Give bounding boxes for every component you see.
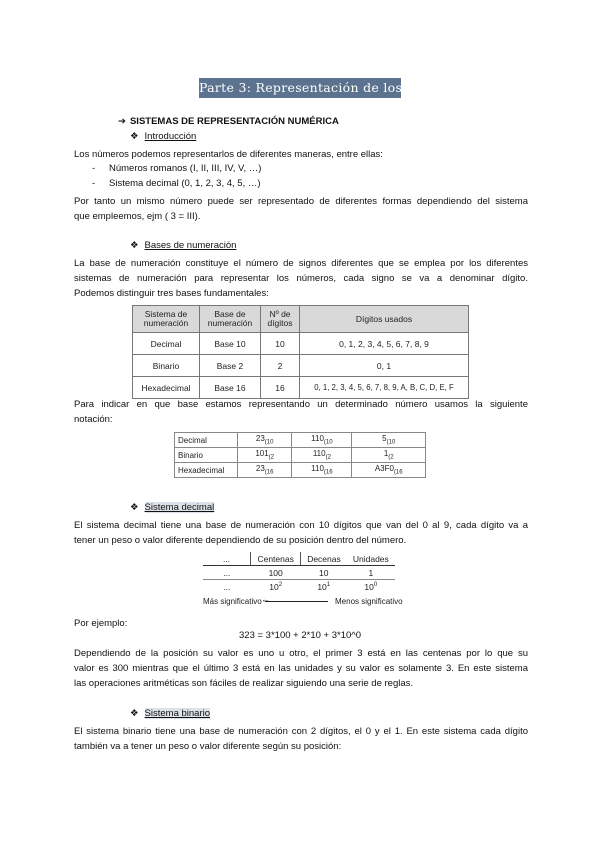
table-row <box>133 377 469 399</box>
binario-heading-label: Sistema binario <box>144 708 211 719</box>
table-cell <box>251 580 301 594</box>
text-line: Podemos distinguir tres bases fundamentales: <box>74 288 269 299</box>
value: A3F0 <box>374 464 394 474</box>
arrow-line <box>265 601 328 602</box>
text-line: que empleemos, ejm ( 3 = III). <box>74 211 201 222</box>
example-label: Por ejemplo: <box>74 618 128 629</box>
table-header-cell: Nº de dígitos <box>261 306 300 333</box>
table-cell: 2 <box>261 355 300 377</box>
table-header-row <box>133 306 469 333</box>
text-line: Dependiendo de la posición su valor es uno u otro, el primer 3 está en las centenas por lo que su <box>74 648 528 659</box>
decimal-paragraph-2 <box>74 646 528 691</box>
diamond-bullet-icon: ❖ <box>130 708 139 719</box>
list-item-text: Números romanos (I, II, III, IV, V, …) <box>109 163 262 174</box>
value: 110 <box>311 464 324 474</box>
table-cell: 0, 1 <box>300 355 469 377</box>
text-line: las operaciones aritméticas son fáciles de realizar siguiendo una serie de reglas. <box>74 678 414 689</box>
exponent: 2 <box>278 581 283 588</box>
exponent: 1 <box>326 581 331 588</box>
table-cell: Binario <box>133 355 200 377</box>
intro-heading-label: Introducción <box>144 131 197 142</box>
intro-paragraph-2 <box>74 194 528 224</box>
table-cell: 10 <box>261 333 300 355</box>
bases-paragraph-1 <box>74 256 528 301</box>
table-cell <box>301 580 347 594</box>
list-item-text: Sistema decimal (0, 1, 2, 3, 4, 5, …) <box>109 178 261 189</box>
value: ... <box>223 581 231 592</box>
value: 10 <box>269 581 279 592</box>
subscript: (16 <box>264 469 274 476</box>
table-cell <box>292 448 352 463</box>
table-cell <box>352 463 426 478</box>
value: 23 <box>255 434 265 444</box>
intro-paragraph-1: Los números podemos representarlos de diferentes maneras, entre ellas: <box>74 149 383 160</box>
list-dash: - <box>92 178 96 189</box>
table-cell: 10 <box>301 566 347 580</box>
text-line: Para indicar en que base estamos representando un determinado número usamos la siguiente <box>74 399 528 410</box>
section-label: SISTEMAS DE REPRESENTACIÓN NUMÉRICA <box>129 116 339 127</box>
table-cell: 100 <box>251 566 301 580</box>
subscript: (2 <box>268 454 275 461</box>
binario-heading <box>130 708 210 719</box>
text-line: El sistema binario tiene una base de numeración con 2 dígitos, el 0 y el 1. En este sistema cada dígito <box>74 726 528 737</box>
equation: 323 = 3*100 + 2*10 + 3*10^0 <box>239 630 361 641</box>
value: 10 <box>364 581 374 592</box>
table-cell <box>347 580 395 594</box>
table-row <box>175 463 426 478</box>
table-header-row <box>203 552 395 566</box>
subscript: (2 <box>388 454 394 461</box>
exponent: 0 <box>373 581 378 588</box>
bases-heading-label: Bases de numeración <box>144 240 237 251</box>
table-cell: Base 2 <box>200 355 261 377</box>
table-cell <box>352 433 426 448</box>
left-arrow-icon: ← <box>261 594 270 604</box>
value: 10 <box>317 581 327 592</box>
subscript: (10 <box>386 439 396 446</box>
bases-table <box>132 305 469 399</box>
value: 110 <box>312 449 326 459</box>
table-cell <box>292 433 352 448</box>
table-cell: Base 10 <box>200 333 261 355</box>
most-significant-label: Más significativo <box>203 597 262 606</box>
text-line: tener un peso o valor diferente dependiendo de su posición dentro del número. <box>74 535 407 546</box>
table-cell: 0, 1, 2, 3, 4, 5, 6, 7, 8, 9 <box>300 333 469 355</box>
text-line: sistemas de numeración para representar los números, cada signo se va a denominar dígito. <box>74 273 528 284</box>
table-header-cell: Sistema de numeración <box>133 306 200 333</box>
decimal-paragraph-1 <box>74 518 528 548</box>
table-row <box>203 580 395 594</box>
text-line: valor es 300 mientras que el último 3 está en las unidades y su valor es solamente 3. En este sistema <box>74 663 528 674</box>
table-row <box>133 333 469 355</box>
table-cell: ... <box>203 566 251 580</box>
table-cell: 16 <box>261 377 300 399</box>
list-item <box>92 178 261 189</box>
decimal-heading <box>130 502 214 513</box>
value: 23 <box>255 464 265 474</box>
table-cell <box>238 463 292 478</box>
table-cell: Base 16 <box>200 377 261 399</box>
value: 1 <box>383 449 389 459</box>
table-cell: Hexadecimal <box>175 463 238 478</box>
text-line: también va a tener un peso o valor diferente según su posición: <box>74 741 342 752</box>
table-header-cell: Dígitos usados <box>300 306 469 333</box>
table-row <box>133 355 469 377</box>
table-cell <box>292 463 352 478</box>
text-line: notación: <box>74 414 113 425</box>
value: 101 <box>255 449 269 459</box>
text-line: La base de numeración constituye el número de signos diferentes que se emplea por los diferentes <box>74 258 528 269</box>
diamond-bullet-icon: ❖ <box>130 240 139 251</box>
table-cell <box>238 433 292 448</box>
subscript: (10 <box>264 439 274 446</box>
subscript: (2 <box>325 454 331 461</box>
list-item <box>92 163 261 174</box>
section-heading <box>118 116 339 127</box>
table-header-cell: Unidades <box>347 552 395 566</box>
table-header-cell: ... <box>203 552 251 566</box>
intro-heading <box>130 131 196 142</box>
table-cell: Hexadecimal <box>133 377 200 399</box>
arrow-icon: ➔ <box>118 116 126 127</box>
significance-legend <box>203 597 262 606</box>
decimal-heading-label: Sistema decimal <box>144 502 215 513</box>
table-header-cell: Centenas <box>251 552 301 566</box>
table-cell <box>238 448 292 463</box>
table-header-cell: Decenas <box>301 552 347 566</box>
table-cell: Decimal <box>133 333 200 355</box>
page-title: Parte 3: Representación de los datos <box>199 78 401 98</box>
value: 5 <box>382 434 387 444</box>
bases-paragraph-2 <box>74 397 528 427</box>
table-cell: Binario <box>175 448 238 463</box>
diamond-bullet-icon: ❖ <box>130 502 139 513</box>
table-cell <box>352 448 426 463</box>
least-significant-label: Menos significativo <box>335 597 403 606</box>
binario-paragraph-1 <box>74 724 528 754</box>
text-line: Por tanto un mismo número puede ser representado de diferentes formas dependiendo del sistema <box>74 196 528 207</box>
table-cell: Decimal <box>175 433 238 448</box>
diamond-bullet-icon: ❖ <box>130 131 139 142</box>
subscript: (10 <box>323 439 333 446</box>
table-row <box>203 566 395 580</box>
notation-table <box>174 432 426 478</box>
positional-table <box>203 552 395 593</box>
table-row <box>175 448 426 463</box>
table-cell: 0, 1, 2, 3, 4, 5, 6, 7, 8, 9, A, B, C, D, E, F <box>300 377 469 399</box>
subscript: (16 <box>393 469 403 476</box>
subscript: (16 <box>323 469 333 476</box>
text-line: El sistema decimal tiene una base de numeración con 10 dígitos que van del 0 al 9, cada dígito va a <box>74 520 528 531</box>
table-cell: 1 <box>347 566 395 580</box>
table-header-cell: Base de numeración <box>200 306 261 333</box>
bases-heading <box>130 240 236 251</box>
value: 110 <box>311 434 324 444</box>
list-dash: - <box>92 163 96 174</box>
table-cell <box>203 580 251 594</box>
table-row <box>175 433 426 448</box>
